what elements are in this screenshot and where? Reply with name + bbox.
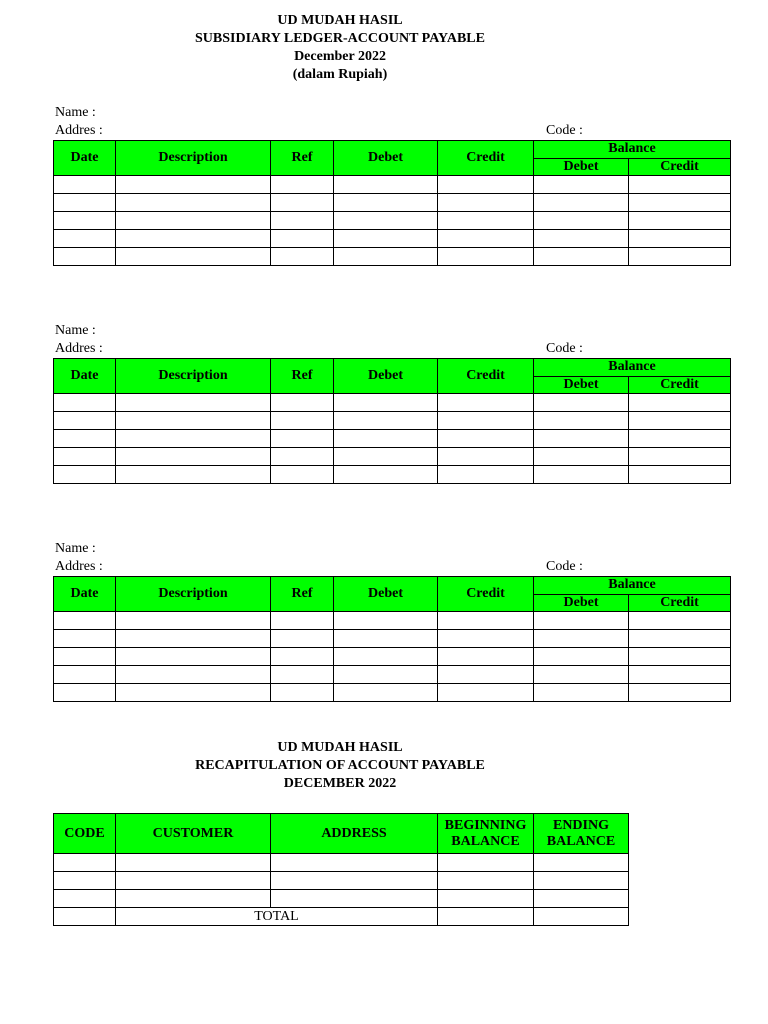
col-balance-credit: Credit: [629, 158, 731, 176]
description-cell[interactable]: [116, 412, 271, 430]
date-cell[interactable]: [54, 412, 116, 430]
credit-cell[interactable]: [438, 684, 534, 702]
balance-debet-cell[interactable]: [534, 466, 629, 484]
col-debet: Debet: [334, 577, 438, 612]
code-label: Code :: [546, 123, 583, 138]
debet-cell[interactable]: [334, 648, 438, 666]
ref-cell[interactable]: [271, 230, 334, 248]
debet-cell[interactable]: [334, 630, 438, 648]
balance-debet-cell[interactable]: [534, 448, 629, 466]
currency-note: (dalam Rupiah): [292, 67, 388, 82]
credit-cell[interactable]: [438, 194, 534, 212]
description-cell[interactable]: [116, 466, 271, 484]
balance-debet-cell[interactable]: [534, 430, 629, 448]
description-cell[interactable]: [116, 448, 271, 466]
table-row: [54, 194, 731, 212]
debet-cell[interactable]: [334, 248, 438, 266]
col-address: ADDRESS: [271, 814, 438, 854]
debet-cell[interactable]: [334, 176, 438, 194]
ref-cell[interactable]: [271, 648, 334, 666]
col-ref: Ref: [271, 141, 334, 176]
description-cell[interactable]: [116, 194, 271, 212]
customer-cell[interactable]: [116, 854, 271, 872]
description-cell[interactable]: [116, 430, 271, 448]
description-cell[interactable]: [116, 248, 271, 266]
table-row: [54, 684, 731, 702]
col-code: CODE: [54, 814, 116, 854]
description-cell[interactable]: [116, 394, 271, 412]
credit-cell[interactable]: [438, 448, 534, 466]
debet-cell[interactable]: [334, 448, 438, 466]
credit-cell[interactable]: [438, 612, 534, 630]
balance-debet-cell[interactable]: [534, 648, 629, 666]
credit-cell[interactable]: [438, 248, 534, 266]
table-row: [54, 412, 731, 430]
date-cell[interactable]: [54, 248, 116, 266]
name-label: Name :: [55, 105, 96, 120]
description-cell[interactable]: [116, 176, 271, 194]
ledger-table: [53, 358, 731, 484]
balance-credit-cell[interactable]: [629, 612, 731, 630]
description-cell[interactable]: [116, 230, 271, 248]
ref-cell[interactable]: [271, 430, 334, 448]
col-description: Description: [116, 141, 271, 176]
col-balance-credit: Credit: [629, 376, 731, 394]
balance-debet-cell[interactable]: [534, 394, 629, 412]
date-cell[interactable]: [54, 430, 116, 448]
recap-company-name: UD MUDAH HASIL: [277, 740, 403, 755]
ledger-title-block: [0, 12, 680, 84]
col-credit: Credit: [438, 577, 534, 612]
description-cell[interactable]: [116, 666, 271, 684]
ref-cell[interactable]: [271, 684, 334, 702]
recap-title-block: [0, 739, 680, 793]
date-cell[interactable]: [54, 666, 116, 684]
credit-cell[interactable]: [438, 648, 534, 666]
col-debet: Debet: [334, 359, 438, 394]
col-balance-debet: Debet: [534, 376, 629, 394]
date-cell[interactable]: [54, 394, 116, 412]
table-row: [54, 648, 731, 666]
description-cell[interactable]: [116, 212, 271, 230]
col-balance: Balance: [534, 577, 731, 595]
recap-title: RECAPITULATION OF ACCOUNT PAYABLE: [195, 758, 485, 773]
balance-credit-cell[interactable]: [629, 630, 731, 648]
balance-debet-cell[interactable]: [534, 666, 629, 684]
recap-period: DECEMBER 2022: [283, 776, 397, 791]
debet-cell[interactable]: [334, 412, 438, 430]
address-label: Addres :: [55, 341, 103, 356]
beginning-balance-cell[interactable]: [438, 890, 534, 908]
name-label: Name :: [55, 323, 96, 338]
ref-cell[interactable]: [271, 612, 334, 630]
balance-credit-cell[interactable]: [629, 430, 731, 448]
col-beginning-balance: [438, 814, 534, 854]
ledger-section-2: [53, 322, 729, 484]
name-label: Name :: [55, 541, 96, 556]
date-cell[interactable]: [54, 630, 116, 648]
col-ref: Ref: [271, 577, 334, 612]
balance-credit-cell[interactable]: [629, 648, 731, 666]
date-cell[interactable]: [54, 194, 116, 212]
col-ending-balance: [534, 814, 629, 854]
col-balance: Balance: [534, 359, 731, 377]
col-date: Date: [54, 141, 116, 176]
code-cell[interactable]: [54, 872, 116, 890]
ref-cell[interactable]: [271, 412, 334, 430]
description-cell[interactable]: [116, 648, 271, 666]
table-row: [54, 394, 731, 412]
debet-cell[interactable]: [334, 230, 438, 248]
balance-debet-cell[interactable]: [534, 230, 629, 248]
ledger-table: [53, 140, 731, 266]
balance-credit-cell[interactable]: [629, 248, 731, 266]
debet-cell[interactable]: [334, 212, 438, 230]
col-balance: Balance: [534, 141, 731, 159]
total-ending-balance-cell[interactable]: [534, 908, 629, 926]
address-cell[interactable]: [271, 854, 438, 872]
description-cell[interactable]: [116, 630, 271, 648]
ref-cell[interactable]: [271, 248, 334, 266]
ledger-title: SUBSIDIARY LEDGER-ACCOUNT PAYABLE: [195, 31, 485, 46]
balance-credit-cell[interactable]: [629, 194, 731, 212]
table-row: [54, 890, 629, 908]
balance-debet-cell[interactable]: [534, 176, 629, 194]
col-balance-credit: Credit: [629, 594, 731, 612]
ref-cell[interactable]: [271, 194, 334, 212]
ending-balance-cell[interactable]: [534, 890, 629, 908]
beginning-balance-cell[interactable]: [438, 854, 534, 872]
date-cell[interactable]: [54, 612, 116, 630]
col-balance-debet: Debet: [534, 594, 629, 612]
balance-credit-cell[interactable]: [629, 666, 731, 684]
debet-cell[interactable]: [334, 612, 438, 630]
col-customer: CUSTOMER: [116, 814, 271, 854]
ref-cell[interactable]: [271, 212, 334, 230]
balance-debet-cell[interactable]: [534, 194, 629, 212]
col-description: Description: [116, 359, 271, 394]
date-cell[interactable]: [54, 648, 116, 666]
beginning-balance-cell[interactable]: [438, 872, 534, 890]
table-row: [54, 630, 731, 648]
col-ref: Ref: [271, 359, 334, 394]
total-code-cell[interactable]: [54, 908, 116, 926]
debet-cell[interactable]: [334, 466, 438, 484]
ref-cell[interactable]: [271, 666, 334, 684]
balance-debet-cell[interactable]: [534, 684, 629, 702]
col-debet: Debet: [334, 141, 438, 176]
table-row: [54, 248, 731, 266]
recap-section: [53, 813, 629, 926]
code-cell[interactable]: [54, 854, 116, 872]
address-cell[interactable]: [271, 890, 438, 908]
table-row: [54, 448, 731, 466]
col-credit: Credit: [438, 141, 534, 176]
balance-credit-cell[interactable]: [629, 230, 731, 248]
table-row: [54, 230, 731, 248]
ending-balance-cell[interactable]: [534, 854, 629, 872]
table-row: [54, 612, 731, 630]
date-cell[interactable]: [54, 466, 116, 484]
address-cell[interactable]: [271, 872, 438, 890]
table-row: [54, 176, 731, 194]
ledger-section-1: [53, 104, 729, 266]
customer-cell[interactable]: [116, 890, 271, 908]
ref-cell[interactable]: [271, 466, 334, 484]
col-date: Date: [54, 359, 116, 394]
balance-credit-cell[interactable]: [629, 176, 731, 194]
debet-cell[interactable]: [334, 666, 438, 684]
ending-line-1: ENDING: [552, 817, 609, 833]
balance-debet-cell[interactable]: [534, 212, 629, 230]
balance-credit-cell[interactable]: [629, 412, 731, 430]
debet-cell[interactable]: [334, 684, 438, 702]
table-row: [54, 872, 629, 890]
description-cell[interactable]: [116, 684, 271, 702]
date-cell[interactable]: [54, 176, 116, 194]
table-row: [54, 666, 731, 684]
balance-credit-cell[interactable]: [629, 212, 731, 230]
col-balance-debet: Debet: [534, 158, 629, 176]
ref-cell[interactable]: [271, 176, 334, 194]
ledger-table: [53, 576, 731, 702]
table-row: [54, 466, 731, 484]
credit-cell[interactable]: [438, 230, 534, 248]
credit-cell[interactable]: [438, 666, 534, 684]
beginning-line-2: BALANCE: [451, 833, 520, 849]
beginning-line-1: BEGINNING: [444, 817, 527, 833]
balance-credit-cell[interactable]: [629, 394, 731, 412]
credit-cell[interactable]: [438, 394, 534, 412]
credit-cell[interactable]: [438, 630, 534, 648]
company-name: UD MUDAH HASIL: [277, 13, 403, 28]
total-row: [54, 908, 629, 926]
balance-credit-cell[interactable]: [629, 448, 731, 466]
col-description: Description: [116, 577, 271, 612]
ending-balance-cell[interactable]: [534, 872, 629, 890]
total-label: TOTAL: [116, 908, 438, 926]
code-label: Code :: [546, 559, 583, 574]
col-date: Date: [54, 577, 116, 612]
credit-cell[interactable]: [438, 212, 534, 230]
date-cell[interactable]: [54, 448, 116, 466]
balance-debet-cell[interactable]: [534, 412, 629, 430]
table-row: [54, 854, 629, 872]
credit-cell[interactable]: [438, 176, 534, 194]
balance-credit-cell[interactable]: [629, 466, 731, 484]
debet-cell[interactable]: [334, 394, 438, 412]
code-label: Code :: [546, 341, 583, 356]
ending-line-2: BALANCE: [546, 833, 616, 849]
credit-cell[interactable]: [438, 430, 534, 448]
balance-debet-cell[interactable]: [534, 630, 629, 648]
ledger-period: December 2022: [294, 49, 386, 64]
credit-cell[interactable]: [438, 412, 534, 430]
date-cell[interactable]: [54, 230, 116, 248]
code-cell[interactable]: [54, 890, 116, 908]
description-cell[interactable]: [116, 612, 271, 630]
ref-cell[interactable]: [271, 630, 334, 648]
date-cell[interactable]: [54, 212, 116, 230]
credit-cell[interactable]: [438, 466, 534, 484]
balance-debet-cell[interactable]: [534, 612, 629, 630]
ref-cell[interactable]: [271, 394, 334, 412]
debet-cell[interactable]: [334, 194, 438, 212]
address-label: Addres :: [55, 123, 103, 138]
ref-cell[interactable]: [271, 448, 334, 466]
address-label: Addres :: [55, 559, 103, 574]
total-beginning-balance-cell[interactable]: [438, 908, 534, 926]
date-cell[interactable]: [54, 684, 116, 702]
balance-credit-cell[interactable]: [629, 684, 731, 702]
table-row: [54, 212, 731, 230]
recap-table: [53, 813, 629, 926]
balance-debet-cell[interactable]: [534, 248, 629, 266]
col-credit: Credit: [438, 359, 534, 394]
customer-cell[interactable]: [116, 872, 271, 890]
table-row: [54, 430, 731, 448]
ledger-section-3: [53, 540, 729, 702]
debet-cell[interactable]: [334, 430, 438, 448]
